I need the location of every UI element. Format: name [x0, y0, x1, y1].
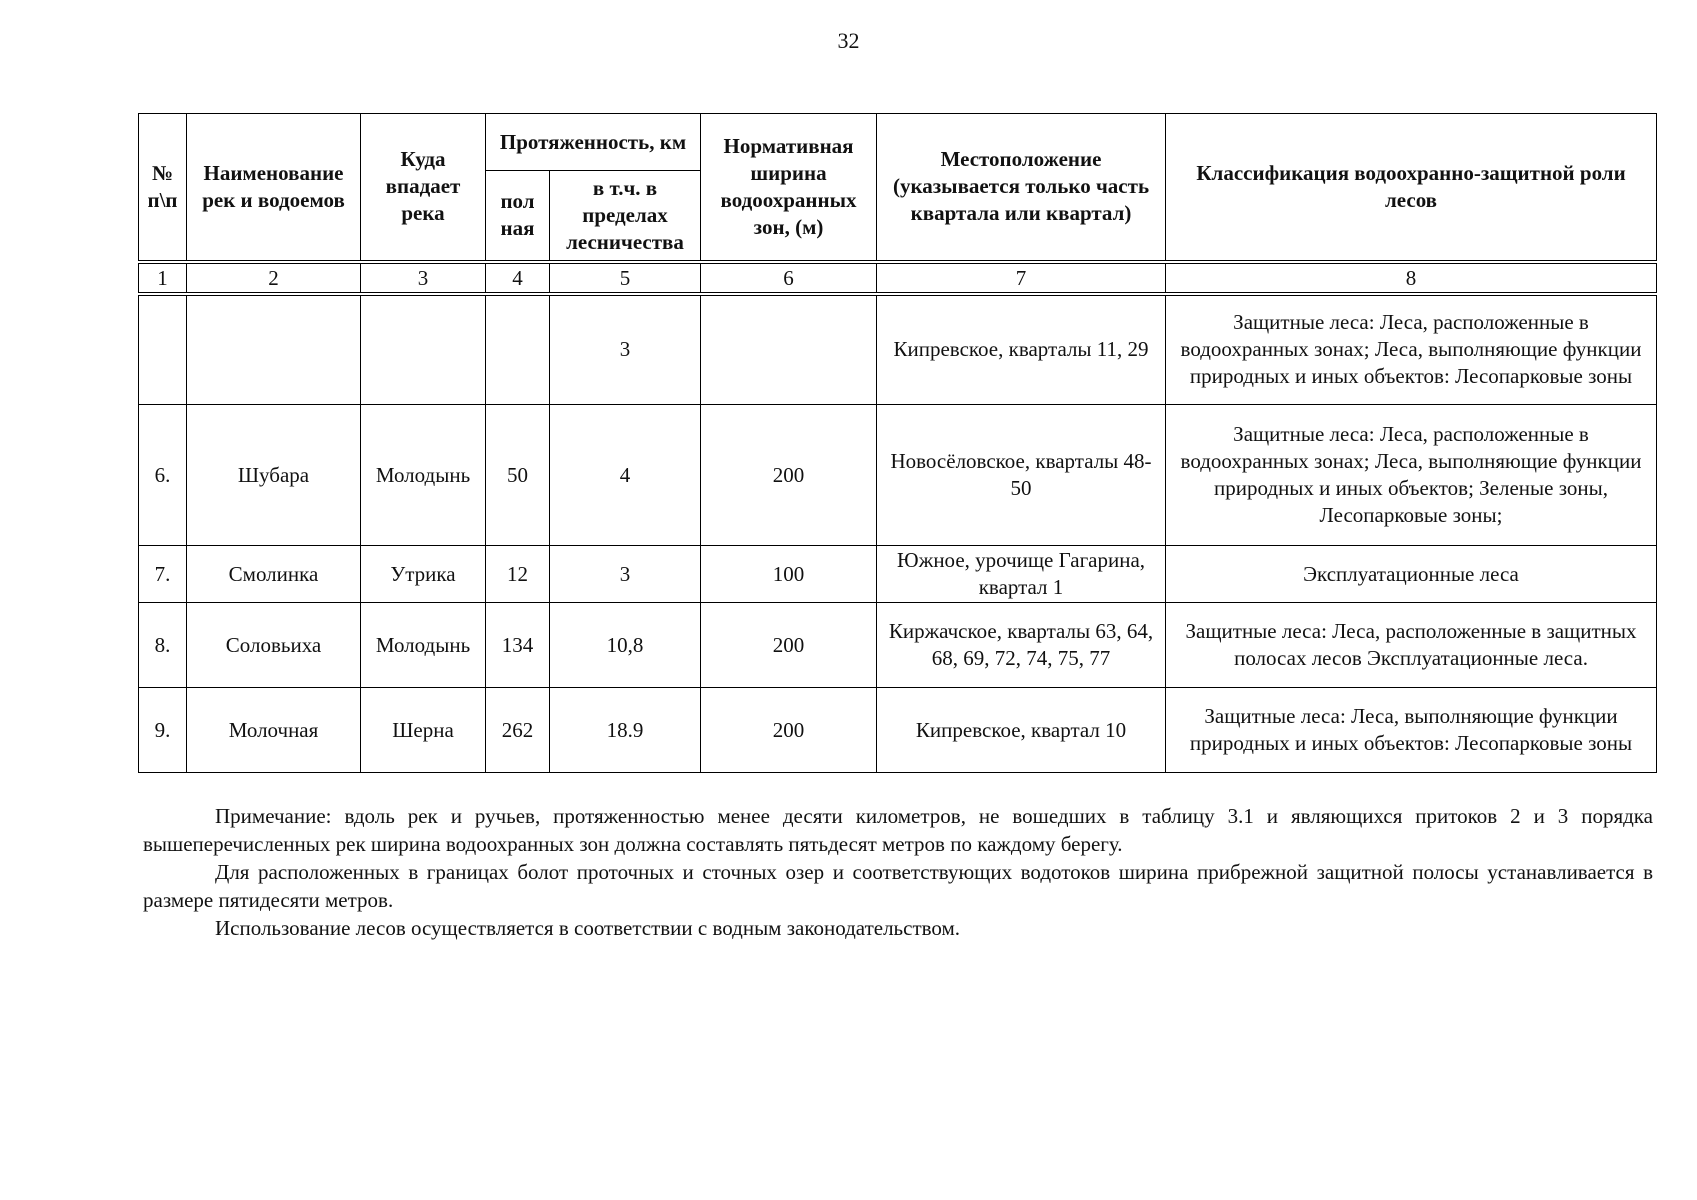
cell-width: 200	[701, 688, 877, 773]
column-number: 3	[361, 262, 486, 294]
cell-name: Шубара	[187, 405, 361, 546]
cell-name: Молочная	[187, 688, 361, 773]
water-protection-table	[138, 113, 1657, 773]
table-row	[139, 405, 1657, 546]
cell-location: Новосёловское, кварталы 48- 50	[877, 405, 1166, 546]
cell-flows-into	[361, 294, 486, 405]
cell-length-full	[486, 294, 550, 405]
cell-length-full: 12	[486, 546, 550, 603]
cell-num: 8.	[139, 603, 187, 688]
header-num: № п\п	[139, 114, 187, 262]
cell-num: 7.	[139, 546, 187, 603]
cell-length-within: 10,8	[550, 603, 701, 688]
cell-name: Соловьиха	[187, 603, 361, 688]
header-location: Местоположение (указывается только часть квартала или квартал)	[877, 114, 1166, 262]
cell-length-full: 262	[486, 688, 550, 773]
cell-length-within: 3	[550, 546, 701, 603]
cell-classification: Защитные леса: Леса, расположенные в водоохранных зонах; Леса, выполняющие функции природных и иных объектов; Зеленые зоны, Лесопарковые зоны;	[1166, 405, 1657, 546]
note-paragraph: Для расположенных в границах болот проточных и сточных озер и соответствующих водотоков ширина прибрежной защитной полосы устанавливается в размере пятидесяти метров.	[143, 860, 1653, 912]
column-number: 5	[550, 262, 701, 294]
column-number: 1	[139, 262, 187, 294]
notes-section	[143, 802, 1653, 942]
header-length-full: пол ная	[486, 171, 550, 262]
header-name: Наименование рек и водоемов	[187, 114, 361, 262]
note-paragraph: Использование лесов осуществляется в соответствии с водным законодательством.	[215, 916, 961, 940]
table-row	[139, 688, 1657, 773]
cell-location: Киржачское, кварталы 63, 64, 68, 69, 72, 74, 75, 77	[877, 603, 1166, 688]
cell-classification: Защитные леса: Леса, выполняющие функции природных и иных объектов: Лесопарковые зоны	[1166, 688, 1657, 773]
header-length-group: Протяженность, км	[486, 114, 701, 171]
column-number-row	[139, 262, 1657, 294]
cell-num	[139, 294, 187, 405]
column-number: 4	[486, 262, 550, 294]
cell-length-within: 18.9	[550, 688, 701, 773]
cell-name: Смолинка	[187, 546, 361, 603]
cell-num: 9.	[139, 688, 187, 773]
column-number: 6	[701, 262, 877, 294]
cell-classification: Защитные леса: Леса, расположенные в водоохранных зонах; Леса, выполняющие функции природных и иных объектов: Лесопарковые зоны	[1166, 294, 1657, 405]
cell-location: Кипревское, кварталы 11, 29	[877, 294, 1166, 405]
cell-width	[701, 294, 877, 405]
cell-width: 200	[701, 405, 877, 546]
note-paragraph: Примечание: вдоль рек и ручьев, протяженностью менее десяти километров, не вошедших в таблицу 3.1 и являющихся притоков 2 и 3 порядка вышеперечисленных рек ширина водоохранных зон должна составлять пятьдесят метров по каждому берегу.	[143, 804, 1653, 856]
cell-name	[187, 294, 361, 405]
cell-num: 6.	[139, 405, 187, 546]
cell-length-within: 4	[550, 405, 701, 546]
table-row	[139, 603, 1657, 688]
cell-flows-into: Молодынь	[361, 603, 486, 688]
cell-width: 100	[701, 546, 877, 603]
cell-flows-into: Молодынь	[361, 405, 486, 546]
column-number: 8	[1166, 262, 1657, 294]
cell-classification: Защитные леса: Леса, расположенные в защитных полосах лесов Эксплуатационные леса.	[1166, 603, 1657, 688]
cell-length-full: 50	[486, 405, 550, 546]
page-number: 32	[837, 28, 860, 53]
table-row	[139, 546, 1657, 603]
column-number: 2	[187, 262, 361, 294]
column-number: 7	[877, 262, 1166, 294]
cell-classification: Эксплуатационные леса	[1166, 546, 1657, 603]
cell-location: Кипревское, квартал 10	[877, 688, 1166, 773]
header-flows-into: Куда впадает река	[361, 114, 486, 262]
cell-flows-into: Утрика	[361, 546, 486, 603]
cell-length-full: 134	[486, 603, 550, 688]
header-length-within: в т.ч. в пределах лесничества	[550, 171, 701, 262]
cell-flows-into: Шерна	[361, 688, 486, 773]
header-width: Нормативная ширина водоохранных зон, (м)	[701, 114, 877, 262]
cell-length-within: 3	[550, 294, 701, 405]
cell-location: Южное, урочище Гагарина, квартал 1	[877, 546, 1166, 603]
cell-width: 200	[701, 603, 877, 688]
header-classification: Классификация водоохранно-защитной роли лесов	[1166, 114, 1657, 262]
table-row	[139, 294, 1657, 405]
